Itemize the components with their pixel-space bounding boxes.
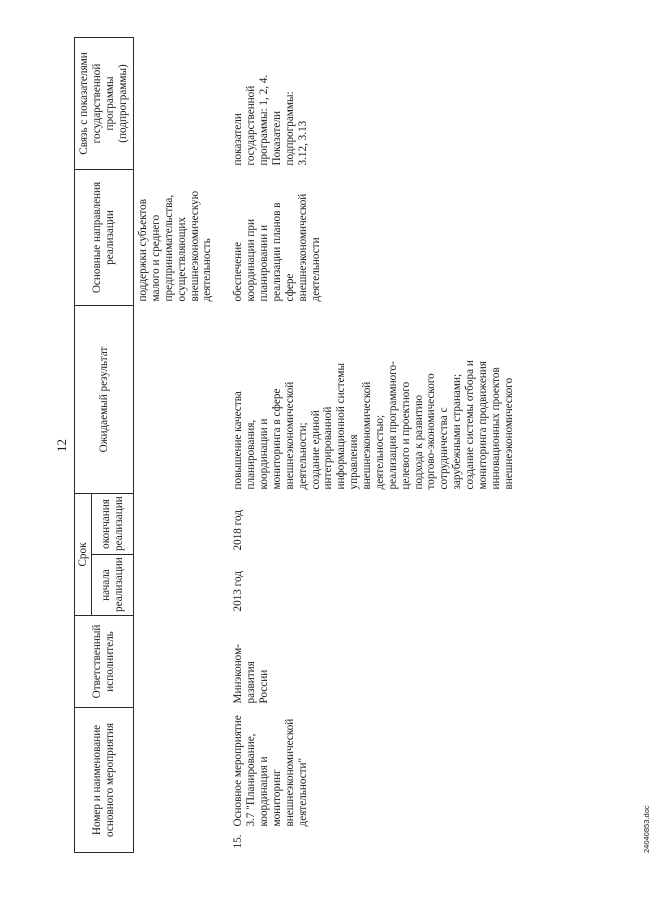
row-end: 2018 год: [232, 510, 245, 551]
row-name: Основное мероприятие 3.7 "Планирование, координация и мониторинг внешнеэкономической деятельности": [232, 715, 309, 827]
row-link: показатели государственной программы: 1, 2, 4. Показатели подпрограммы: 3.12, 3.13: [232, 74, 309, 166]
row-executor: Минэконом- развития России: [232, 644, 270, 704]
row-number: 15.: [232, 834, 245, 849]
header-result: Ожидаемый результат: [75, 305, 134, 493]
header-link: Связь с показателями государственной программы (подпрограммы): [75, 37, 134, 169]
row-directions: обеспечение координации при планировании и реализации планов в сфере внешнеэкономической деятельности: [232, 193, 322, 302]
program-table: [74, 37, 519, 853]
carryover-directions: поддержки субъектов малого и среднего предпринимательства, осуществляющих внешнеэкономическую деятельность: [137, 190, 214, 302]
header-directions: Основные направления реализации: [75, 169, 134, 305]
header-number-name: Номер и наименование основного мероприятия: [75, 707, 134, 852]
row-start: 2013 год: [232, 571, 245, 612]
header-executor: Ответственный исполнитель: [75, 615, 134, 707]
page-number: 12: [54, 439, 69, 452]
header-end: окончания реализации: [92, 493, 134, 554]
header-term: Срок: [75, 493, 92, 615]
header-start: начала реализации: [92, 554, 134, 615]
doc-id: 24040853.doc: [642, 805, 651, 853]
rotated-content: [52, 38, 652, 853]
row-result: повышение качества планирования, координации и мониторинга в сфере внешнеэкономической деятельности; создание единой интегрированной информационной системы управления внешнеэкономической деятельностью; реализация программного- целевого и проектного подхода к развитию торгово-экономического сотрудничества с зарубежными странами; создание системы отбора и мониторинга продвижения инновационных проектов внешнеэкономического: [232, 360, 515, 490]
table-row: [229, 37, 518, 852]
carryover-row: [134, 37, 218, 852]
